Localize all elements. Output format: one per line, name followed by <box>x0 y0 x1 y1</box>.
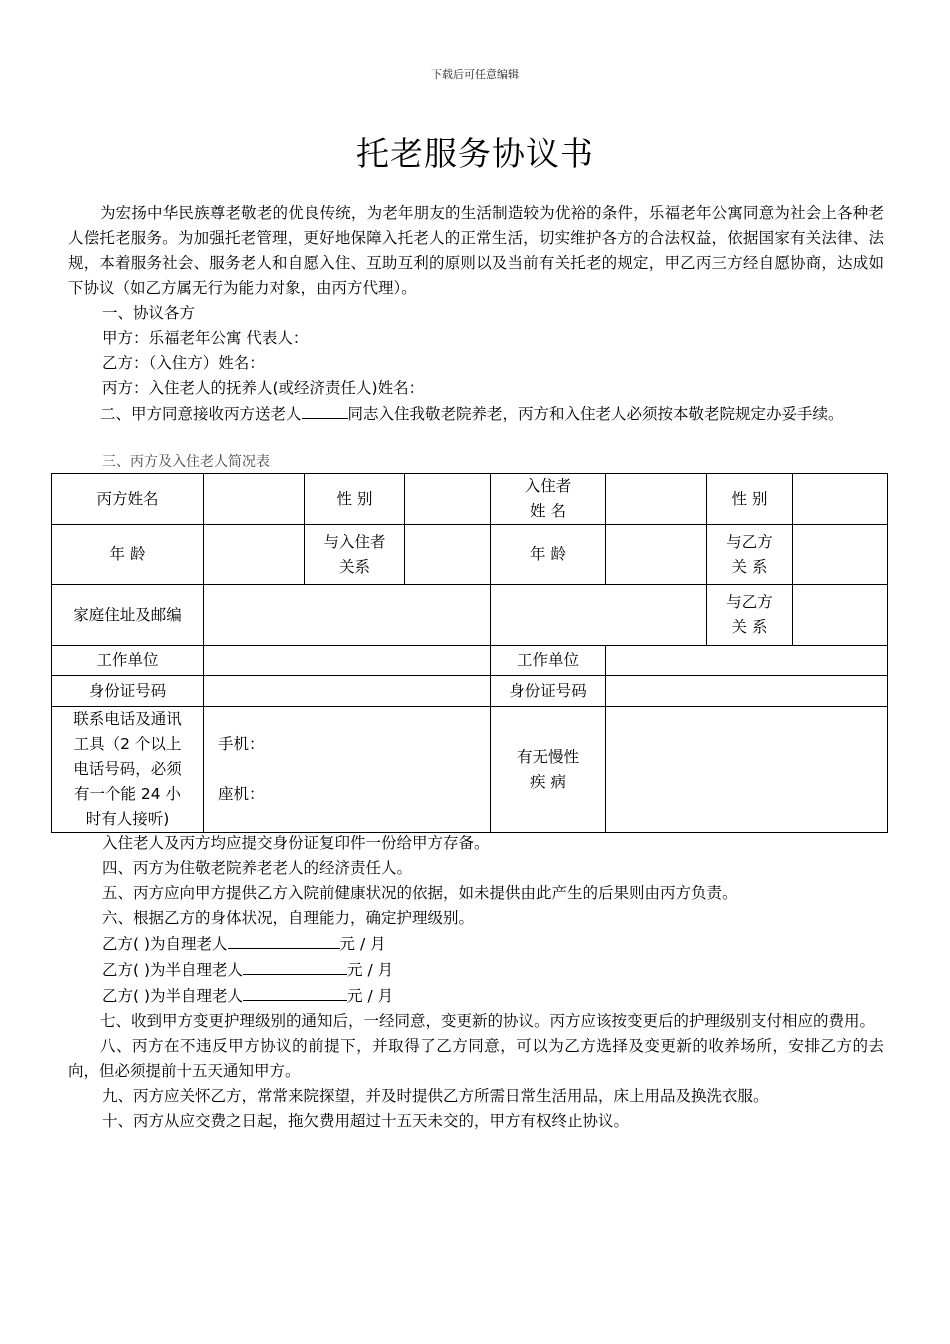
fee-line-2 <box>68 957 884 983</box>
document-title: 托老服务协议书 <box>356 134 594 173</box>
item-5: 五、丙方应向甲方提供乙方入院前健康状况的依据，如未提供由此产生的后果则由丙方负责。 <box>102 884 738 902</box>
elder-name-blank[interactable] <box>302 401 348 419</box>
table-row <box>52 676 888 707</box>
item-4: 四、丙方为住敬老院养老老人的经济责任人。 <box>102 859 413 877</box>
item-7: 七、收到甲方变更护理级别的通知后，一经同意，变更新的协议。丙方应该按变更后的护理级别支付相应的费用。 <box>100 1012 876 1030</box>
fee-1-prefix: 乙方( )为自理老人 <box>102 935 228 953</box>
party-c-line: 丙方：入住老人的抚养人(或经济责任人)姓名： <box>102 379 425 397</box>
id-number2-label: 身份证号码 <box>491 676 606 707</box>
address-cell[interactable] <box>204 585 491 646</box>
fee-1-unit: 元 / 月 <box>339 935 386 953</box>
relation-b2-label-line1: 与乙方 <box>726 593 773 611</box>
workplace-label: 工作单位 <box>52 646 204 676</box>
id-number2-cell[interactable] <box>606 676 888 707</box>
section-2-before: 二、甲方同意接收丙方送老人 <box>100 405 302 423</box>
fee-line-1 <box>68 931 884 957</box>
table-caption: 三、丙方及入住老人简况表 <box>102 454 270 470</box>
item-9: 九、丙方应关怀乙方，常常来院探望，并及时提供乙方所需日常生活用品，床上用品及换洗衣服。 <box>102 1087 769 1105</box>
table-row <box>52 474 888 525</box>
fee-line-3 <box>68 983 884 1009</box>
resident-name-cell[interactable] <box>606 474 707 525</box>
c-age-cell[interactable] <box>204 525 305 585</box>
section-1-heading: 一、协议各方 <box>102 304 196 322</box>
agreement-terms-section <box>68 831 884 1134</box>
resident-gender-label: 性 别 <box>707 474 793 525</box>
relation-b2-label <box>707 585 793 646</box>
contact-cell[interactable] <box>204 707 491 833</box>
landline-label: 座机： <box>218 785 265 803</box>
table-row <box>52 707 888 833</box>
c-gender-cell[interactable] <box>405 474 491 525</box>
table-row <box>52 646 888 676</box>
contact-label-line1: 联系电话及通讯 <box>73 710 182 728</box>
c-name-label: 丙方姓名 <box>52 474 204 525</box>
address-label: 家庭住址及邮编 <box>52 585 204 646</box>
chronic-disease-label-line1: 有无慢性 <box>516 747 579 766</box>
party-b-line: 乙方：（入住方）姓名： <box>102 354 265 372</box>
table-row <box>52 525 888 585</box>
fee-2-blank[interactable] <box>243 957 347 975</box>
mobile-label: 手机： <box>218 735 265 753</box>
resident-address-cell[interactable] <box>491 585 707 646</box>
fee-1-blank[interactable] <box>228 931 340 949</box>
c-age-label: 年 龄 <box>52 525 204 585</box>
relation-resident-label <box>305 525 405 585</box>
fee-2-unit: 元 / 月 <box>347 961 394 979</box>
relation-b2-label-line2: 关 系 <box>731 618 768 636</box>
fee-3-unit: 元 / 月 <box>347 987 394 1005</box>
resident-name-label-line2: 姓 名 <box>530 502 566 520</box>
relation-resident-label-line1: 与入住者 <box>323 532 386 551</box>
id-copy-note: 入住老人及丙方均应提交身份证复印件一份给甲方存备。 <box>102 834 490 852</box>
chronic-disease-cell[interactable] <box>606 707 888 833</box>
relation-b2-cell[interactable] <box>793 585 888 646</box>
contact-label-line5: 时有人接听) <box>85 810 170 828</box>
workplace2-label: 工作单位 <box>491 646 606 676</box>
contact-label <box>52 707 204 833</box>
item-10: 十、丙方从应交费之日起，拖欠费用超过十五天未交的，甲方有权终止协议。 <box>102 1112 630 1130</box>
c-gender-label: 性 别 <box>305 474 405 525</box>
agreement-intro-section <box>68 201 884 427</box>
resident-age-cell[interactable] <box>606 525 707 585</box>
workplace-cell[interactable] <box>204 646 491 676</box>
item-6: 六、根据乙方的身体状况，自理能力，确定护理级别。 <box>102 909 475 927</box>
intro-paragraph: 为宏扬中华民族尊老敬老的优良传统，为老年朋友的生活制造较为优裕的条件，乐福老年公寓同意为社会上各种老人偿托老服务。为加强托老管理，更好地保障入托老人的正常生活，切实维护各方的合法权益，依据国家有关法律、法规，本着服务社会、服务老人和自愿入住、互助互利的原则以及当前有关托老的规定，甲乙丙三方经自愿协商，达成如下协议（如乙方属无行为能力对象，由丙方代理）。 <box>68 204 884 297</box>
table-row <box>52 585 888 646</box>
resident-name-label <box>491 474 606 525</box>
contact-label-line4: 有一个能 24 小 <box>73 785 182 803</box>
item-8: 八、丙方在不违反甲方协议的前提下，并取得了乙方同意，可以为乙方选择及变更新的收养场所，安排乙方的去向，但必须提前十五天通知甲方。 <box>68 1037 884 1080</box>
fee-3-prefix: 乙方( )为半自理老人 <box>102 987 244 1005</box>
relation-b-label-line1: 与乙方 <box>726 532 773 551</box>
resident-age-label: 年 龄 <box>491 525 606 585</box>
party-a-line: 甲方：乐福老年公寓 代表人： <box>102 329 309 347</box>
resident-name-label-line1: 入住者 <box>524 477 572 495</box>
relation-resident-cell[interactable] <box>405 525 491 585</box>
relation-b-label-line2: 关 系 <box>731 557 768 576</box>
c-name-cell[interactable] <box>204 474 305 525</box>
chronic-disease-label-line2: 疾 病 <box>530 772 566 791</box>
id-number-cell[interactable] <box>204 676 491 707</box>
fee-2-prefix: 乙方( )为半自理老人 <box>102 961 244 979</box>
id-number-label: 身份证号码 <box>52 676 204 707</box>
relation-resident-label-line2: 关系 <box>338 557 370 576</box>
section-2-after: 同志入住我敬老院养老，丙方和入住老人必须按本敬老院规定办妥手续。 <box>347 405 844 423</box>
fee-3-blank[interactable] <box>243 983 347 1001</box>
relation-b-label <box>707 525 793 585</box>
chronic-disease-label <box>491 707 606 833</box>
resident-info-table <box>51 473 888 833</box>
header-note: 下载后可任意编辑 <box>431 68 519 81</box>
contact-label-line3: 电话号码，必须 <box>73 760 182 778</box>
section-2-paragraph <box>68 401 884 427</box>
contact-label-line2: 工具（2 个以上 <box>73 735 182 753</box>
workplace2-cell[interactable] <box>606 646 888 676</box>
resident-gender-cell[interactable] <box>793 474 888 525</box>
relation-b-cell[interactable] <box>793 525 888 585</box>
